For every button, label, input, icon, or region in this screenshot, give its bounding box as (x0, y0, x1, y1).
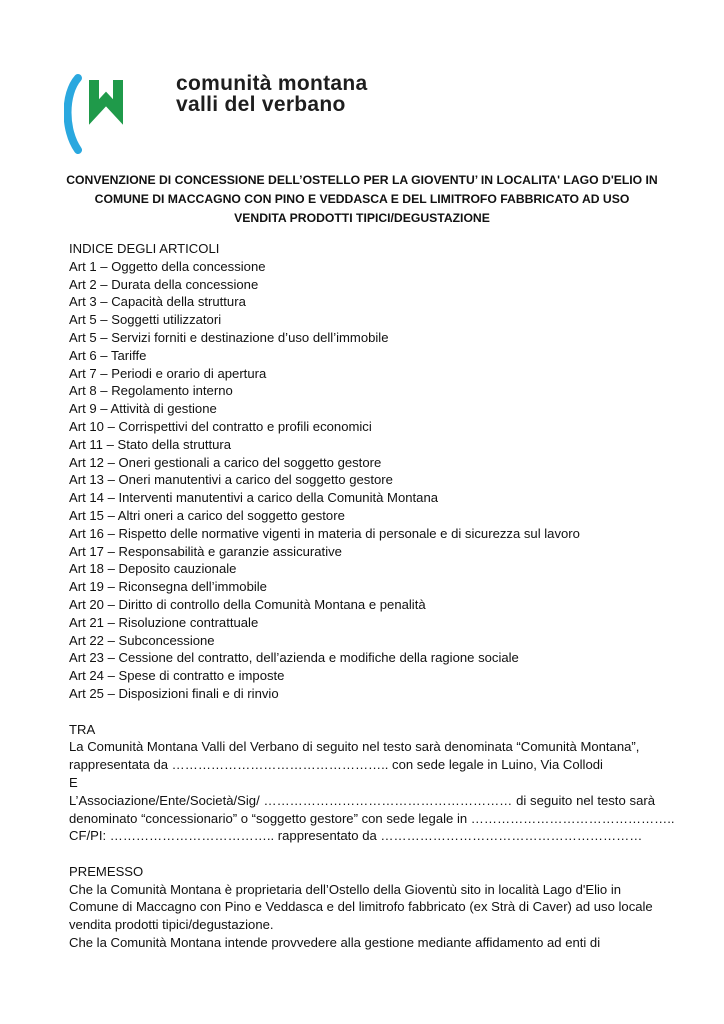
list-item: Art 17 – Responsabilità e garanzie assicurative (69, 543, 342, 559)
list-item: Art 12 – Oneri gestionali a carico del soggetto gestore (69, 454, 382, 470)
paragraph-line: rappresentata da ………………………………………….. con sede legale in Luino, Via Collodi (69, 757, 603, 773)
document-title (60, 171, 664, 228)
list-item: Art 6 – Tariffe (69, 347, 147, 363)
logo-wordmark (176, 73, 367, 115)
spacer (69, 703, 655, 721)
list-item: Art 25 – Disposizioni finali e di rinvio (69, 685, 279, 701)
paragraph-line: denominato “concessionario” o “soggetto gestore” con sede legale in ……………………………………….. (69, 810, 675, 826)
title-line: COMUNE DI MACCAGNO CON PINO E VEDDASCA E DEL LIMITROFO FABBRICATO AD USO (94, 192, 630, 206)
list-item: Art 14 – Interventi manutentivi a carico della Comunità Montana (69, 490, 439, 506)
list-item: Art 1 – Oggetto della concessione (69, 258, 266, 274)
paragraph-line: vendita prodotti tipici/degustazione. (69, 917, 274, 933)
paragraph-line: Che la Comunità Montana è proprietaria dell’Ostello della Gioventù sito in località Lago d'Elio in (69, 881, 622, 897)
list-item: Art 3 – Capacità della struttura (69, 294, 246, 310)
paragraph-line: Comune di Maccagno con Pino e Veddasca e del limitrofo fabbricato (ex Strà di Caver) ad uso locale (69, 899, 653, 915)
logo-line-2: valli del verbano (176, 93, 346, 116)
list-item: Art 10 – Corrispettivi del contratto e profili economici (69, 418, 372, 434)
paragraph-line: L’Associazione/Ente/Società/Sig/ ………………………………………………… di seguito nel testo sarà (69, 792, 655, 808)
list-item: Art 16 – Rispetto delle normative vigenti in materia di personale e di sicurezza sul lavoro (69, 525, 580, 541)
index-heading: INDICE DEGLI ARTICOLI (69, 241, 220, 256)
document-body (69, 240, 675, 952)
list-item: Art 24 – Spese di contratto e imposte (69, 668, 285, 684)
list-item: Art 5 – Servizi forniti e destinazione d’uso dell’immobile (69, 329, 389, 345)
logo (64, 72, 424, 154)
list-item: Art 2 – Durata della concessione (69, 276, 259, 292)
list-item: Art 23 – Cessione del contratto, dell’azienda e modifiche della ragione sociale (69, 650, 519, 666)
list-item: Art 22 – Subconcessione (69, 632, 215, 648)
list-item: Art 5 – Soggetti utilizzatori (69, 312, 222, 328)
list-item: Art 13 – Oneri manutentivi a carico del soggetto gestore (69, 472, 393, 488)
list-item: Art 21 – Risoluzione contrattuale (69, 614, 259, 630)
list-item: Art 7 – Periodi e orario di apertura (69, 365, 267, 381)
article-index-list (69, 258, 655, 703)
parties-heading: TRA (69, 721, 96, 737)
logo-line-1: comunità montana (176, 72, 368, 95)
list-item: Art 11 – Stato della struttura (69, 436, 232, 452)
title-line: CONVENZIONE DI CONCESSIONE DELL’OSTELLO PER LA GIOVENTU’ IN LOCALITA' LAGO D'ELIO IN (66, 173, 658, 187)
list-item: Art 8 – Regolamento interno (69, 383, 233, 399)
list-item: Art 19 – Riconsegna dell’immobile (69, 579, 267, 595)
paragraph-line: La Comunità Montana Valli del Verbano di seguito nel testo sarà denominata “Comunità Montana”, (69, 739, 640, 755)
list-item: Art 9 – Attività di gestione (69, 401, 217, 417)
paragraph-line: CF/PI: ……………………………….. rappresentato da …………………………………………………… (69, 828, 643, 844)
list-item: Art 15 – Altri oneri a carico del soggetto gestore (69, 507, 345, 523)
logo-mark-icon (64, 72, 146, 154)
spacer (69, 845, 655, 863)
premises-heading: PREMESSO (69, 863, 144, 879)
conjunction: E (69, 774, 78, 790)
paragraph-line: Che la Comunità Montana intende provvedere alla gestione mediante affidamento ad enti di (69, 935, 601, 951)
title-line: VENDITA PRODOTTI TIPICI/DEGUSTAZIONE (234, 211, 490, 225)
list-item: Art 20 – Diritto di controllo della Comunità Montana e penalità (69, 596, 426, 612)
list-item: Art 18 – Deposito cauzionale (69, 561, 237, 577)
